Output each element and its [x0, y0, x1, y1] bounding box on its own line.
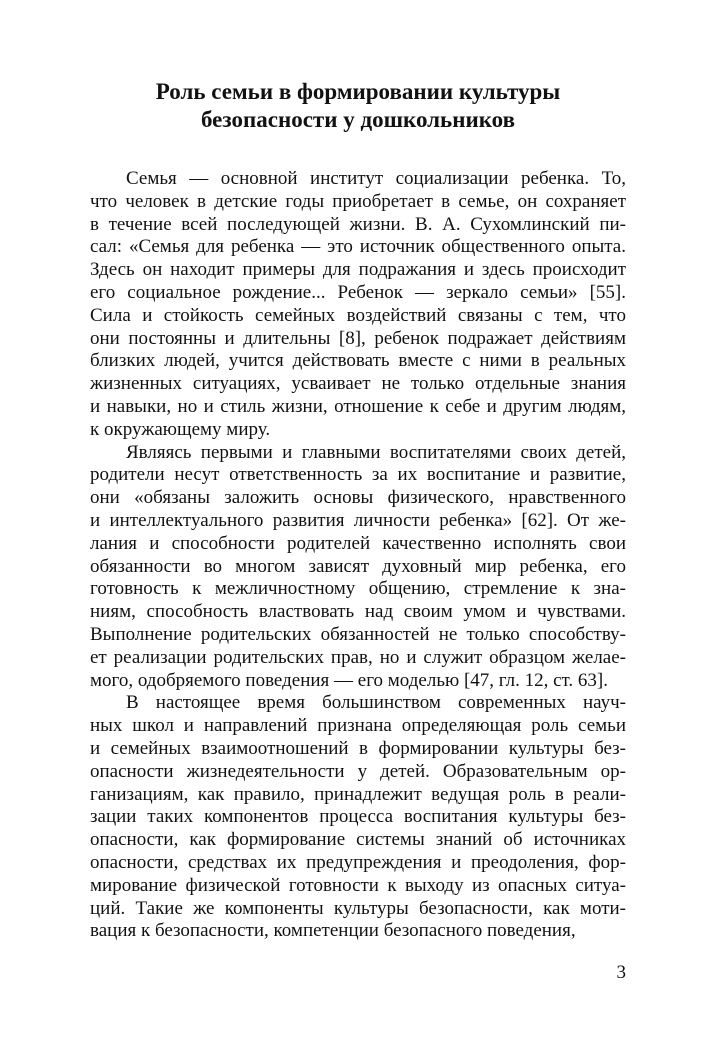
text-line: в течение всей последующей жизни. В. А. Сухомлинский пи- [90, 213, 626, 235]
text-line: ганизациям, как правило, принадлежит ведущая роль в реали- [90, 783, 626, 805]
text-line: и навыки, но и стиль жизни, отношение к себе и другим людям, [90, 395, 626, 417]
paragraph-3 [90, 692, 626, 943]
text-line: обязанности во многом зависят духовный мир ребенка, его [90, 555, 626, 577]
page-number: 3 [616, 962, 626, 983]
text-line: опасности жизнедеятельности у детей. Образовательным ор- [90, 760, 626, 782]
text-line: Являясь первыми и главными воспитателями своих детей, [126, 441, 626, 463]
text-line: ет реализации родительских прав, но и служит образцом желае- [90, 646, 626, 668]
text-line: Сила и стойкость семейных воздействий связаны с тем, что [90, 304, 626, 326]
paragraph-1 [90, 168, 626, 442]
text-line: Здесь он находит примеры для подражания и здесь происходит [90, 259, 626, 281]
text-line: В настоящее время большинством современных науч- [126, 692, 626, 714]
text-line: его социальное рождение... Ребенок — зеркало семьи» [55]. [90, 281, 626, 303]
text-line: опасности, средствах их предупреждения и преодоления, фор- [90, 851, 626, 873]
text-line: сал: «Семья для ребенка — это источник общественного опыта. [90, 236, 626, 258]
text-line: Семья — основной институт социализации ребенка. То, [126, 168, 626, 189]
text-line: вация к безопасности, компетенции безопасного поведения, [90, 920, 576, 942]
text-line: Выполнение родительских обязанностей не только способству- [90, 623, 626, 645]
text-line: опасности, как формирование системы знаний об источниках [90, 829, 626, 851]
paragraph-2 [90, 442, 626, 693]
text-line: зации таких компонентов процесса воспитания культуры без- [90, 806, 626, 828]
text-line: близких людей, учится действовать вместе с ними в реальных [90, 350, 626, 372]
body-text [90, 168, 626, 943]
text-line: что человек в детские годы приобретает в семье, он сохраняет [90, 190, 626, 212]
text-line: они постоянны и длительны [8], ребенок подражает действиям [90, 327, 626, 349]
text-line: жизненных ситуациях, усваивает не только отдельные знания [90, 373, 626, 395]
text-line: и интеллектуального развития личности ребенка» [62]. От же- [90, 509, 626, 531]
text-line: ций. Такие же компоненты культуры безопасности, как моти- [90, 897, 626, 919]
text-line: они «обязаны заложить основы физического, нравственного [90, 487, 626, 509]
text-line: ных школ и направлений признана определяющая роль семьи [90, 715, 626, 737]
text-line: мого, одобряемого поведения — его моделью [47, гл. 12, ст. 63]. [90, 669, 608, 691]
text-line: к окружающему миру. [90, 418, 271, 440]
text-line: мирование физической готовности к выходу из опасных ситуа- [90, 874, 626, 896]
text-line: лания и способности родителей качественно исполнять свои [90, 532, 626, 554]
title-line-1: Роль семьи в формировании культуры [155, 79, 561, 104]
text-line: родители несут ответственность за их воспитание и развитие, [90, 464, 626, 486]
title-line-2: безопасности у дошкольников [200, 107, 516, 132]
text-line: готовность к межличностному общению, стремление к зна- [90, 578, 626, 600]
text-line: ниям, способность властвовать над своим умом и чувствами. [90, 601, 626, 623]
page-title [90, 78, 626, 134]
text-line: и семейных взаимоотношений в формировании культуры без- [90, 737, 626, 759]
